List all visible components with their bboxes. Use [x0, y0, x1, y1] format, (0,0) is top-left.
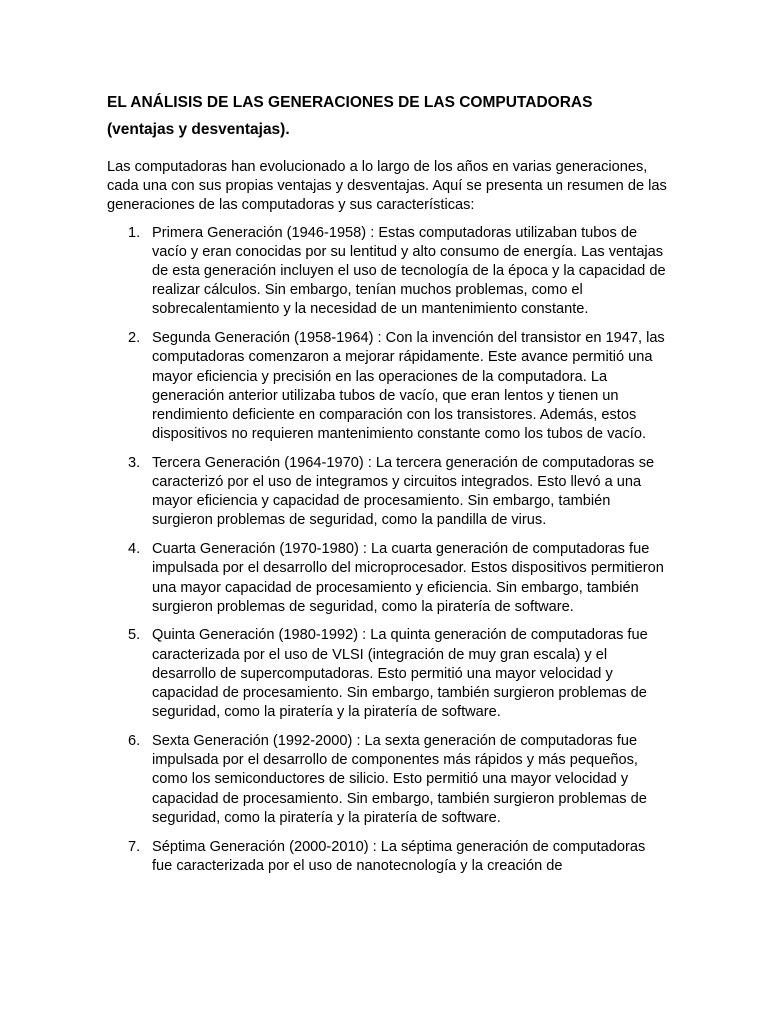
list-item-number: 6.: [128, 732, 141, 749]
list-item-number: 1.: [128, 224, 141, 241]
list-item: [107, 224, 667, 320]
document-page: [107, 92, 667, 885]
list-item-number: 7.: [128, 838, 141, 855]
list-item: [107, 838, 667, 876]
title-line-2: (ventajas y desventajas).: [107, 121, 290, 138]
title-line-1: EL ANÁLISIS DE LAS GENERACIONES DE LAS COMPUTADORAS: [107, 94, 593, 111]
intro-paragraph: Las computadoras han evolucionado a lo largo de los años en varias generaciones, cada una con sus propias ventajas y desventajas. Aquí se presenta un resumen de las generaciones de las computadoras y sus características:: [107, 159, 667, 214]
list-item: [107, 329, 667, 444]
list-item-number: 3.: [128, 454, 141, 471]
list-item-number: 2.: [128, 330, 141, 347]
list-item-text: Sexta Generación (1992-2000) : La sexta generación de computadoras fue impulsada por el desarrollo de componentes más rápidos y más pequeños, como los semiconductores de silicio. Esto permitió una mayor velocidad y capacidad de procesamiento. Sin embargo, también surgieron problemas de seguridad, como la piratería y la piratería de software.: [152, 732, 647, 826]
list-item: [107, 540, 667, 617]
list-item: [107, 732, 667, 828]
list-item-number: 5.: [128, 627, 141, 644]
list-item-text: Tercera Generación (1964-1970) : La tercera generación de computadoras se caracterizó por el uso de integramos y circuitos integrados. Esto llevó a una mayor eficiencia y capacidad de procesamiento. Sin embargo, también surgieron problemas de seguridad, como la pandilla de virus.: [152, 454, 655, 529]
list-item-text: Segunda Generación (1958-1964) : Con la invención del transistor en 1947, las computadoras comenzaron a mejorar rápidamente. Este avance permitió una mayor eficiencia y precisión en las operaciones de la computadora. La generación anterior utilizaba tubos de vacío, que eran lentos y tienen un rendimiento deficiente en comparación con los transistores. Además, estos dispositivos no requieren mantenimiento constante como los tubos de vacío.: [152, 330, 665, 443]
list-item: [107, 454, 667, 531]
document-title: [107, 92, 667, 141]
list-item-text: Séptima Generación (2000-2010) : La séptima generación de computadoras fue caracterizada por el uso de nanotecnología y la creación de: [152, 838, 646, 874]
list-item-text: Quinta Generación (1980-1992) : La quinta generación de computadoras fue caracterizada por el uso de VLSI (integración de muy gran escala) y el desarrollo de supercomputadoras. Esto permitió una mayor velocidad y capacidad de procesamiento. Sin embargo, también surgieron problemas de seguridad, como la piratería y la piratería de software.: [152, 627, 648, 721]
list-item-number: 4.: [128, 541, 141, 558]
generations-list: [107, 224, 667, 876]
list-item-text: Cuarta Generación (1970-1980) : La cuarta generación de computadoras fue impulsada por el desarrollo del microprocesador. Estos dispositivos permitieron una mayor capacidad de procesamiento y eficiencia. Sin embargo, también surgieron problemas de seguridad, como la piratería de software.: [152, 541, 664, 615]
list-item: [107, 626, 667, 722]
list-item-text: Primera Generación (1946-1958) : Estas computadoras utilizaban tubos de vacío y eran conocidas por su lentitud y alto consumo de energía. Las ventajas de esta generación incluyen el uso de tecnología de la época y la capacidad de realizar cálculos. Sin embargo, tenían muchos problemas, como el sobrecalentamiento y la necesidad de un mantenimiento constante.: [152, 224, 666, 318]
